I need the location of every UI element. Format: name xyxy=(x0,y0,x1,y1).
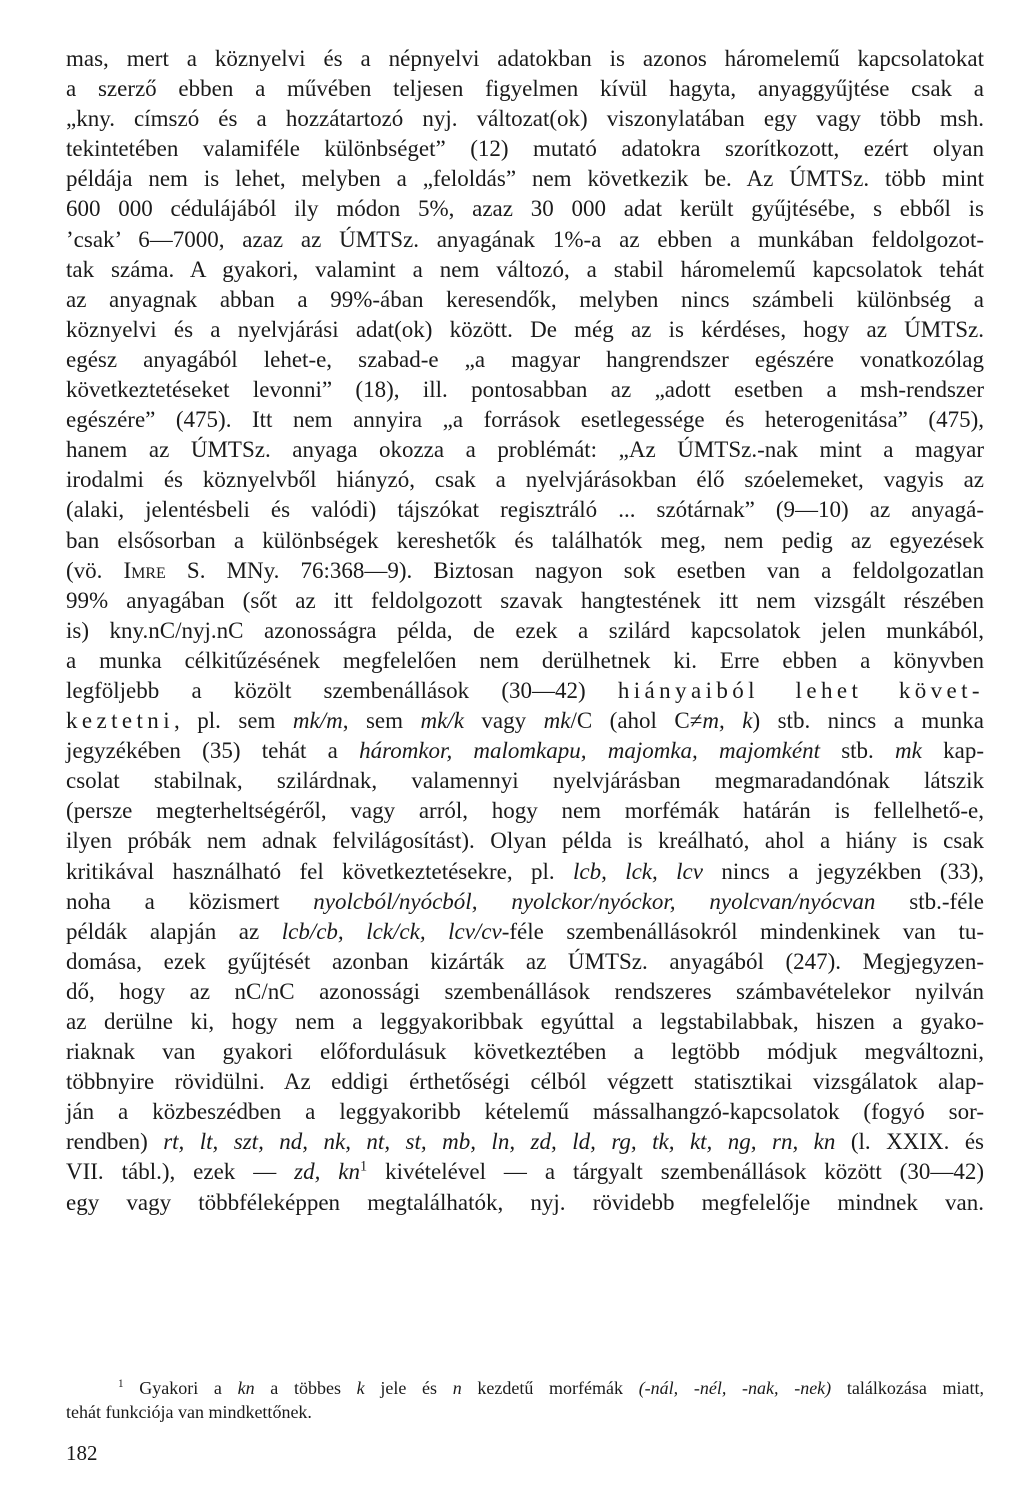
text-line: 600 000 cédulájából ily módon 5%, azaz 30 000 adat került gyűjtésébe, s ebből is xyxy=(66,196,984,222)
text-run: kivételével — a tárgyalt szembenállások között (30—42) xyxy=(367,1159,984,1185)
italic-example: k xyxy=(356,1378,365,1398)
text-line-examples xyxy=(66,857,984,887)
text-line: többnyire rövidülni. Az eddigi érthetőségi célból végzett statisztikai vizsgálatok alap- xyxy=(66,1069,984,1095)
text-run: nincs a jegyzékben (33), xyxy=(702,858,984,884)
text-line-examples xyxy=(66,887,984,917)
footnote xyxy=(66,1376,984,1424)
text-run: vagy xyxy=(463,708,544,734)
italic-example: (-nál, -nél, -nak, -nek) xyxy=(638,1378,832,1398)
text-line: egy vagy többféleképpen megtalálhatók, nyj. rövidebb megfelelője mindnek van. xyxy=(66,1189,984,1215)
text-line-emphasis xyxy=(66,706,984,736)
text-line: mas, mert a köznyelvi és a népnyelvi adatokban is azonos háromelemű kapcsolatokat xyxy=(66,46,984,71)
text-run: VII. tábl.), ezek — xyxy=(66,1159,295,1185)
footnote-reference: 1 xyxy=(360,1158,368,1175)
text-line: (alaki, jelentésbeli és valódi) tájszókat regisztráló ... szótárnak” (9—10) az anyagá- xyxy=(66,497,984,523)
italic-example: kn xyxy=(237,1378,255,1398)
text-line: irodalmi és köznyelvből hiányzó, csak a nyelvjárásokban élő szóelemeket, vagyis az xyxy=(66,467,984,493)
spaced-emphasis: hiányaiból lehet követ- xyxy=(617,677,984,703)
text-run: stb. xyxy=(819,738,896,764)
text-line: (persze megterheltségéről, vagy arról, hogy nem morfémák határán is fellelhető-e, xyxy=(66,798,984,824)
text-run: rendben) xyxy=(66,1129,164,1155)
footnote-line xyxy=(66,1376,984,1400)
italic-example: m, k xyxy=(702,708,753,734)
footnote-marker: 1 xyxy=(118,1378,124,1390)
italic-example: nyolcból/nyócból, nyolckor/nyóckor, nyolcvan/nyócvan xyxy=(313,888,876,914)
text-run: , sem xyxy=(342,708,421,734)
text-line-examples xyxy=(66,1157,984,1187)
text-run: jegyzékében (35) tehát a xyxy=(66,738,360,764)
text-line: egész anyagából lehet-e, szabad-e „a magyar hangrendszer egészére vonatkozólag xyxy=(66,346,984,372)
main-text xyxy=(66,44,984,1218)
text-line: az anyagnak abban a 99%-ában keresendők, melyben nincs számbeli különbség a xyxy=(66,286,984,312)
text-run: Gyakori a xyxy=(123,1378,238,1398)
text-run: (vö. xyxy=(66,557,124,583)
spaced-emphasis: keztetni xyxy=(66,708,174,734)
text-run: találkozása miatt, xyxy=(831,1378,984,1398)
italic-example: háromkor, malomkapu, majomka, majomként xyxy=(359,738,820,764)
page-body xyxy=(66,44,984,1218)
text-run: a többes xyxy=(254,1378,357,1398)
text-line: „kny. címszó és a hozzátartozó nyj. változat(ok) viszonylatában egy vagy több msh. xyxy=(66,106,984,132)
text-run: kap- xyxy=(921,738,984,764)
text-run: jele és xyxy=(364,1378,453,1398)
text-line-examples xyxy=(66,917,984,947)
text-line: riaknak van gyakori előfordulásuk következtében a legtöbb módjuk megváltozni, xyxy=(66,1039,984,1065)
text-run: kezdetű morfémák xyxy=(461,1378,639,1398)
text-line: is) kny.nC/nyj.nC azonosságra példa, de ezek a szilárd kapcsolatok jelen munkából, xyxy=(66,617,984,643)
italic-example: n xyxy=(452,1378,462,1398)
italic-example: mk xyxy=(543,708,571,734)
text-run: példák alapján az xyxy=(66,918,282,944)
italic-example: mk xyxy=(895,738,922,764)
text-line: tak száma. A gyakori, valamint a nem változó, a stabil háromelemű kapcsolatok tehát xyxy=(66,256,984,282)
text-run: (l. XXIX. és xyxy=(835,1129,984,1155)
text-line-examples xyxy=(66,736,984,766)
text-line: domása, ezek gyűjtését azonban kizárták az ÚMTSz. anyagából (247). Megjegyzen- xyxy=(66,948,984,974)
italic-example: zd, kn xyxy=(294,1159,361,1185)
author-name: Imre xyxy=(123,557,166,583)
text-run: legföljebb a közölt szembenállások (30—42) xyxy=(66,677,618,703)
text-run: S. MNy. 76:368—9). Biztosan nagyon sok esetben van a feldolgozatlan xyxy=(165,557,984,583)
text-run: , pl. sem xyxy=(174,708,293,734)
text-line: az derülne ki, hogy nem a leggyakoribbak egyúttal a legstabilabbak, hiszen a gyako- xyxy=(66,1009,984,1034)
text-line: ’csak’ 6—7000, azaz az ÚMTSz. anyagának 1%-a az ebben a munkában feldolgozot- xyxy=(66,226,984,252)
text-line: dő, hogy az nC/nC azonossági szembenállások rendszeres számbavételekor nyilván xyxy=(66,978,984,1004)
italic-example: mk/k xyxy=(420,708,464,734)
text-line: csolat stabilnak, szilárdnak, valamennyi nyelvjárásban megmaradandónak látszik xyxy=(66,768,984,794)
text-line: 99% anyagában (sőt az itt feldolgozott szavak hangtestének itt nem vizsgált részében xyxy=(66,587,984,613)
italic-example: mk/m xyxy=(292,708,343,734)
text-line: ilyen próbák nem adnak felvilágosítást). Olyan példa is kreálható, ahol a hiány is csak xyxy=(66,828,984,854)
italic-example: lcb/cb, lck/ck, lcv/cv xyxy=(281,918,502,944)
text-run: -féle szembenállásokról mindenkinek van tu- xyxy=(501,918,984,944)
text-run: noha a közismert xyxy=(66,888,314,914)
text-run: kritikával használható fel következtetésekre, pl. xyxy=(66,858,573,884)
text-line: köznyelvi és a nyelvjárási adat(ok) között. De még az is kérdéses, hogy az ÚMTSz. xyxy=(66,316,984,342)
footnote-line: tehát funkciója van mindkettőnek. xyxy=(66,1402,312,1422)
text-line-emphasis xyxy=(66,676,984,706)
text-line: egészére” (475). Itt nem annyira „a források esetlegessége és heterogenitása” (475), xyxy=(66,407,984,433)
text-line: a szerző ebben a művében teljesen figyelmen kívül hagyta, anyaggyűjtése csak a xyxy=(66,76,984,102)
italic-example: rt, lt, szt, nd, nk, nt, st, mb, ln, zd, ld, rg, tk, kt, ng, rn, kn xyxy=(163,1129,836,1155)
text-line: ban elsősorban a különbségek kereshetők és találhatók meg, nem pedig az egyezések xyxy=(66,527,984,553)
text-line-citation xyxy=(66,556,984,586)
text-line: példája nem is lehet, melyben a „feloldás” nem következik be. Az ÚMTSz. több mint xyxy=(66,166,984,192)
text-line: a munka célkitűzésének megfelelően nem derülhetnek ki. Erre ebben a könyvben xyxy=(66,647,984,673)
italic-example: lcb, lck, lcv xyxy=(572,858,703,884)
text-run: stb.-féle xyxy=(875,888,984,914)
text-line-examples xyxy=(66,1127,984,1157)
text-line: tekintetében valamiféle különbséget” (12) mutató adatokra szorítkozott, ezért olyan xyxy=(66,136,984,162)
text-line: ján a közbeszédben a leggyakoribb kételemű mássalhangzó-kapcsolatok (fogyó sor- xyxy=(66,1099,984,1125)
text-line: következtetéseket levonni” (18), ill. pontosabban az „adott esetben a msh-rendszer xyxy=(66,377,984,403)
text-run: ) stb. nincs a munka xyxy=(752,708,985,734)
text-run: /C (ahol C≠ xyxy=(570,708,703,734)
text-line: hanem az ÚMTSz. anyaga okozza a problémát: „Az ÚMTSz.-nak mint a magyar xyxy=(66,437,984,463)
page-number: 182 xyxy=(66,1441,98,1465)
